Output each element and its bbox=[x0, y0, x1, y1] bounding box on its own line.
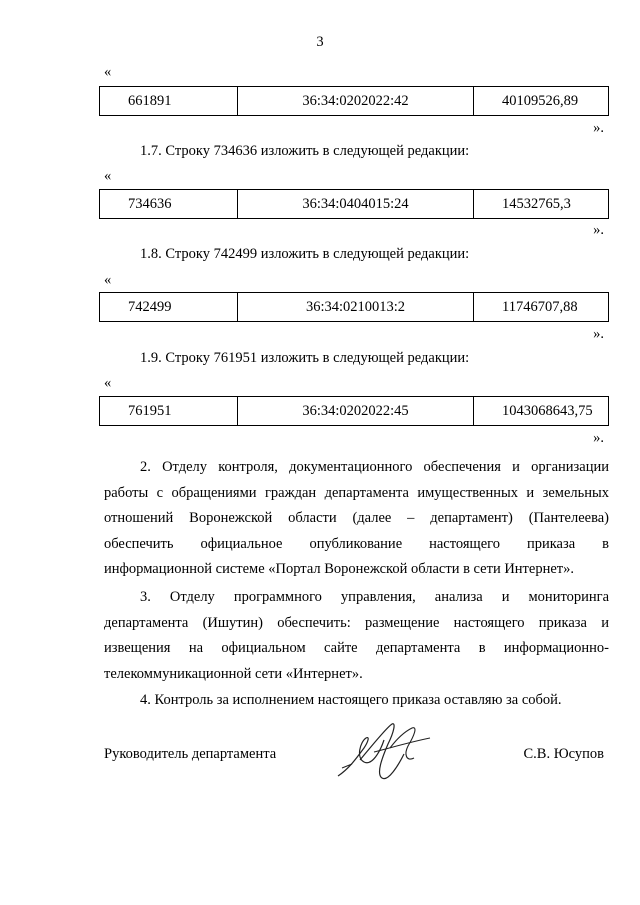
signatory-role: Руководитель департамента bbox=[104, 746, 277, 762]
paragraph-2 bbox=[104, 455, 609, 583]
paragraph-line: департамента (Ишутин) обеспечить: размещение настоящего приказа и bbox=[104, 614, 609, 631]
value-cell: 11746707,88 bbox=[474, 293, 609, 322]
table-row bbox=[99, 86, 609, 116]
paragraph-line: извещения на официальном сайте департамента в информационно- bbox=[104, 640, 609, 657]
table-row bbox=[99, 292, 609, 322]
paragraph-line: 2. Отделу контроля, документационного обеспечения и организации bbox=[140, 459, 609, 475]
row-number-cell: 661891 bbox=[100, 87, 238, 116]
paragraph-line: информационной системе «Портал Воронежской области в сети Интернет». bbox=[104, 561, 574, 578]
quote-open: « bbox=[104, 168, 112, 184]
page-number: 3 bbox=[316, 34, 324, 50]
value-cell: 1043068643,75 bbox=[474, 397, 609, 426]
row-number-cell: 761951 bbox=[100, 397, 238, 426]
paragraph-line: отношений Воронежской области (далее – департамент) (Пантелеева) bbox=[104, 510, 609, 527]
handwritten-signature bbox=[330, 718, 440, 788]
paragraph-3 bbox=[104, 585, 609, 687]
quote-close: ». bbox=[593, 222, 604, 238]
quote-open: « bbox=[104, 64, 112, 80]
paragraph-line: обеспечить официальное опубликование настоящего приказа в bbox=[104, 535, 609, 552]
row-number-cell: 734636 bbox=[100, 190, 238, 219]
quote-close: ». bbox=[593, 120, 604, 136]
row-number-cell: 742499 bbox=[100, 293, 238, 322]
table-row bbox=[99, 189, 609, 219]
cadastral-number-cell: 36:34:0404015:24 bbox=[238, 190, 474, 219]
cadastral-number-cell: 36:34:0210013:2 bbox=[238, 293, 474, 322]
value-cell: 40109526,89 bbox=[474, 87, 609, 116]
cadastral-number-cell: 36:34:0202022:42 bbox=[238, 87, 474, 116]
quote-close: ». bbox=[593, 430, 604, 446]
item-1-9: 1.9. Строку 761951 изложить в следующей редакции: bbox=[140, 350, 470, 366]
signatory-name: С.В. Юсупов bbox=[523, 746, 604, 762]
paragraph-line: работы с обращениями граждан департамента имущественных и земельных bbox=[104, 484, 609, 501]
quote-open: « bbox=[104, 375, 112, 391]
item-1-7: 1.7. Строку 734636 изложить в следующей редакции: bbox=[140, 143, 470, 159]
value-cell: 14532765,3 bbox=[474, 190, 609, 219]
paragraph-line: телекоммуникационной сети «Интернет». bbox=[104, 665, 363, 682]
quote-close: ». bbox=[593, 326, 604, 342]
cadastral-number-cell: 36:34:0202022:45 bbox=[238, 397, 474, 426]
paragraph-line: 3. Отделу программного управления, анализа и мониторинга bbox=[140, 589, 609, 605]
paragraph-4: 4. Контроль за исполнением настоящего приказа оставляю за собой. bbox=[140, 692, 562, 708]
quote-open: « bbox=[104, 272, 112, 288]
item-1-8: 1.8. Строку 742499 изложить в следующей редакции: bbox=[140, 246, 470, 262]
table-row bbox=[99, 396, 609, 426]
